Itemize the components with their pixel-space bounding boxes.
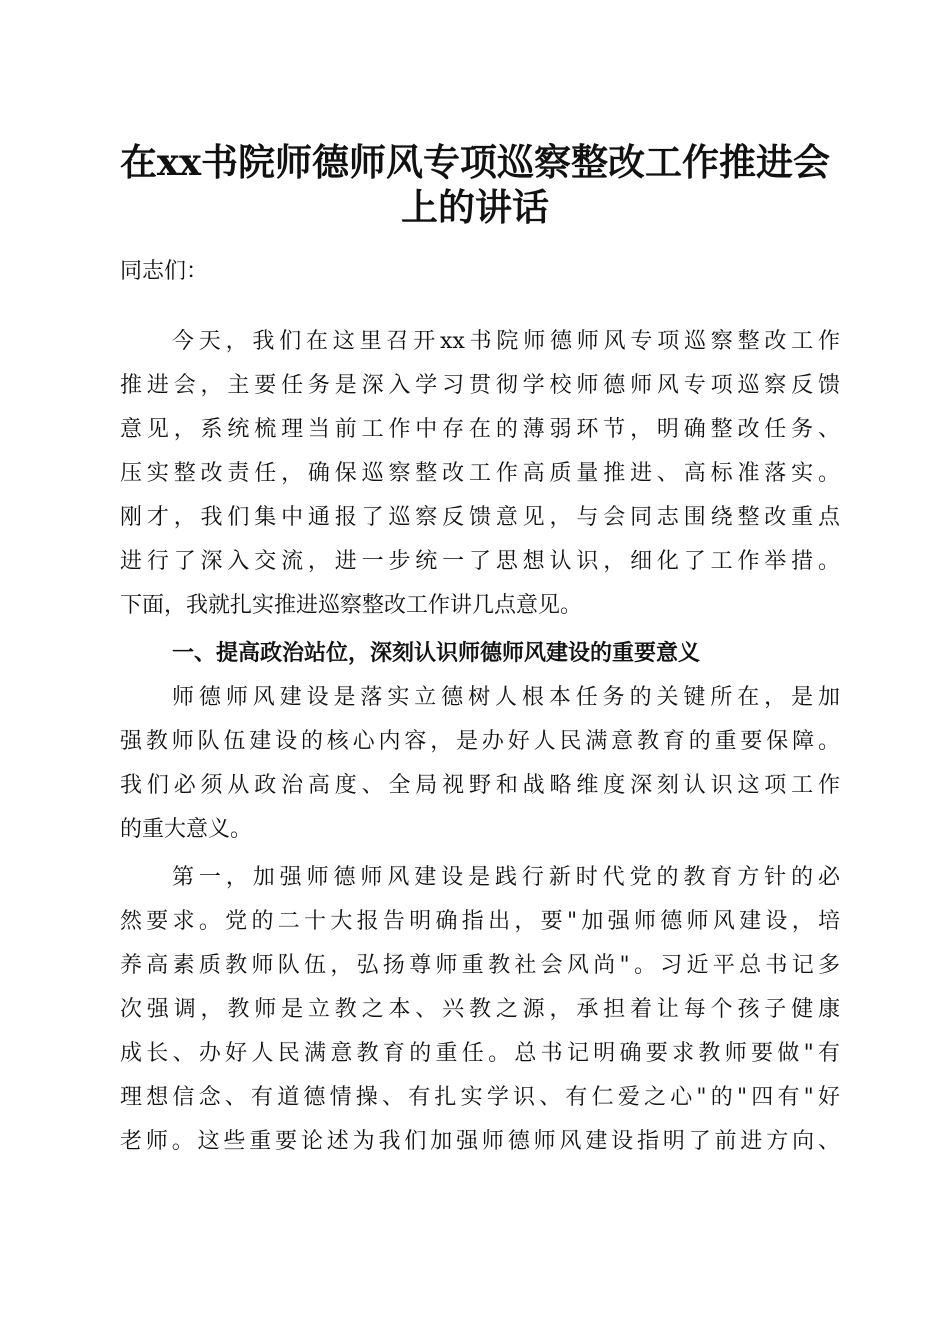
paragraph-3-line: 然要求。党的二十大报告明确指出，要"加强师德师风建设，培 xyxy=(120,909,840,934)
paragraph-1-line: 今天，我们在这里召开xx书院师德师风专项巡察整改工作 xyxy=(172,329,840,354)
paragraph-2-line: 我们必须从政治高度、全局视野和战略维度深刻认识这项工作 xyxy=(120,773,840,798)
paragraph-2-line: 师德师风建设是落实立德树人根本任务的关键所在，是加 xyxy=(172,685,840,710)
paragraph-1-line: 进行了深入交流，进一步统一了思想认识，细化了工作举措。 xyxy=(120,549,840,574)
document-title-line-1: 在xx书院师德师风专项巡察整改工作推进会 xyxy=(119,140,831,184)
paragraph-1-line: 意见，系统梳理当前工作中存在的薄弱环节，明确整改任务、 xyxy=(120,417,840,442)
document-title-line-2: 上的讲话 xyxy=(401,185,549,229)
salutation: 同志们： xyxy=(120,259,209,284)
paragraph-1-line: 压实整改责任，确保巡察整改工作高质量推进、高标准落实。 xyxy=(120,461,840,486)
paragraph-1-line: 下面，我就扎实推进巡察整改工作讲几点意见。 xyxy=(120,593,583,618)
paragraph-3-line: 理想信念、有道德情操、有扎实学识、有仁爱之心"的"四有"好 xyxy=(120,1085,840,1110)
paragraph-3-line: 老师。这些重要论述为我们加强师德师风建设指明了前进方向、 xyxy=(120,1129,840,1154)
paragraph-1-line: 推进会，主要任务是深入学习贯彻学校师德师风专项巡察反馈 xyxy=(120,373,840,398)
paragraph-3-line: 次强调，教师是立教之本、兴教之源，承担着让每个孩子健康 xyxy=(120,997,840,1022)
paragraph-3-line: 养高素质教师队伍，弘扬尊师重教社会风尚"。习近平总书记多 xyxy=(120,953,840,978)
paragraph-3-line: 第一，加强师德师风建设是践行新时代党的教育方针的必 xyxy=(172,865,840,890)
paragraph-1-line: 刚才，我们集中通报了巡察反馈意见，与会同志围绕整改重点 xyxy=(120,505,840,530)
paragraph-2-line: 的重大意义。 xyxy=(120,817,253,842)
paragraph-2-line: 强教师队伍建设的核心内容，是办好人民满意教育的重要保障。 xyxy=(120,729,840,754)
section-heading-1: 一、提高政治站位，深刻认识师德师风建设的重要意义 xyxy=(172,641,701,666)
paragraph-3-line: 成长、办好人民满意教育的重任。总书记明确要求教师要做"有 xyxy=(120,1041,840,1066)
